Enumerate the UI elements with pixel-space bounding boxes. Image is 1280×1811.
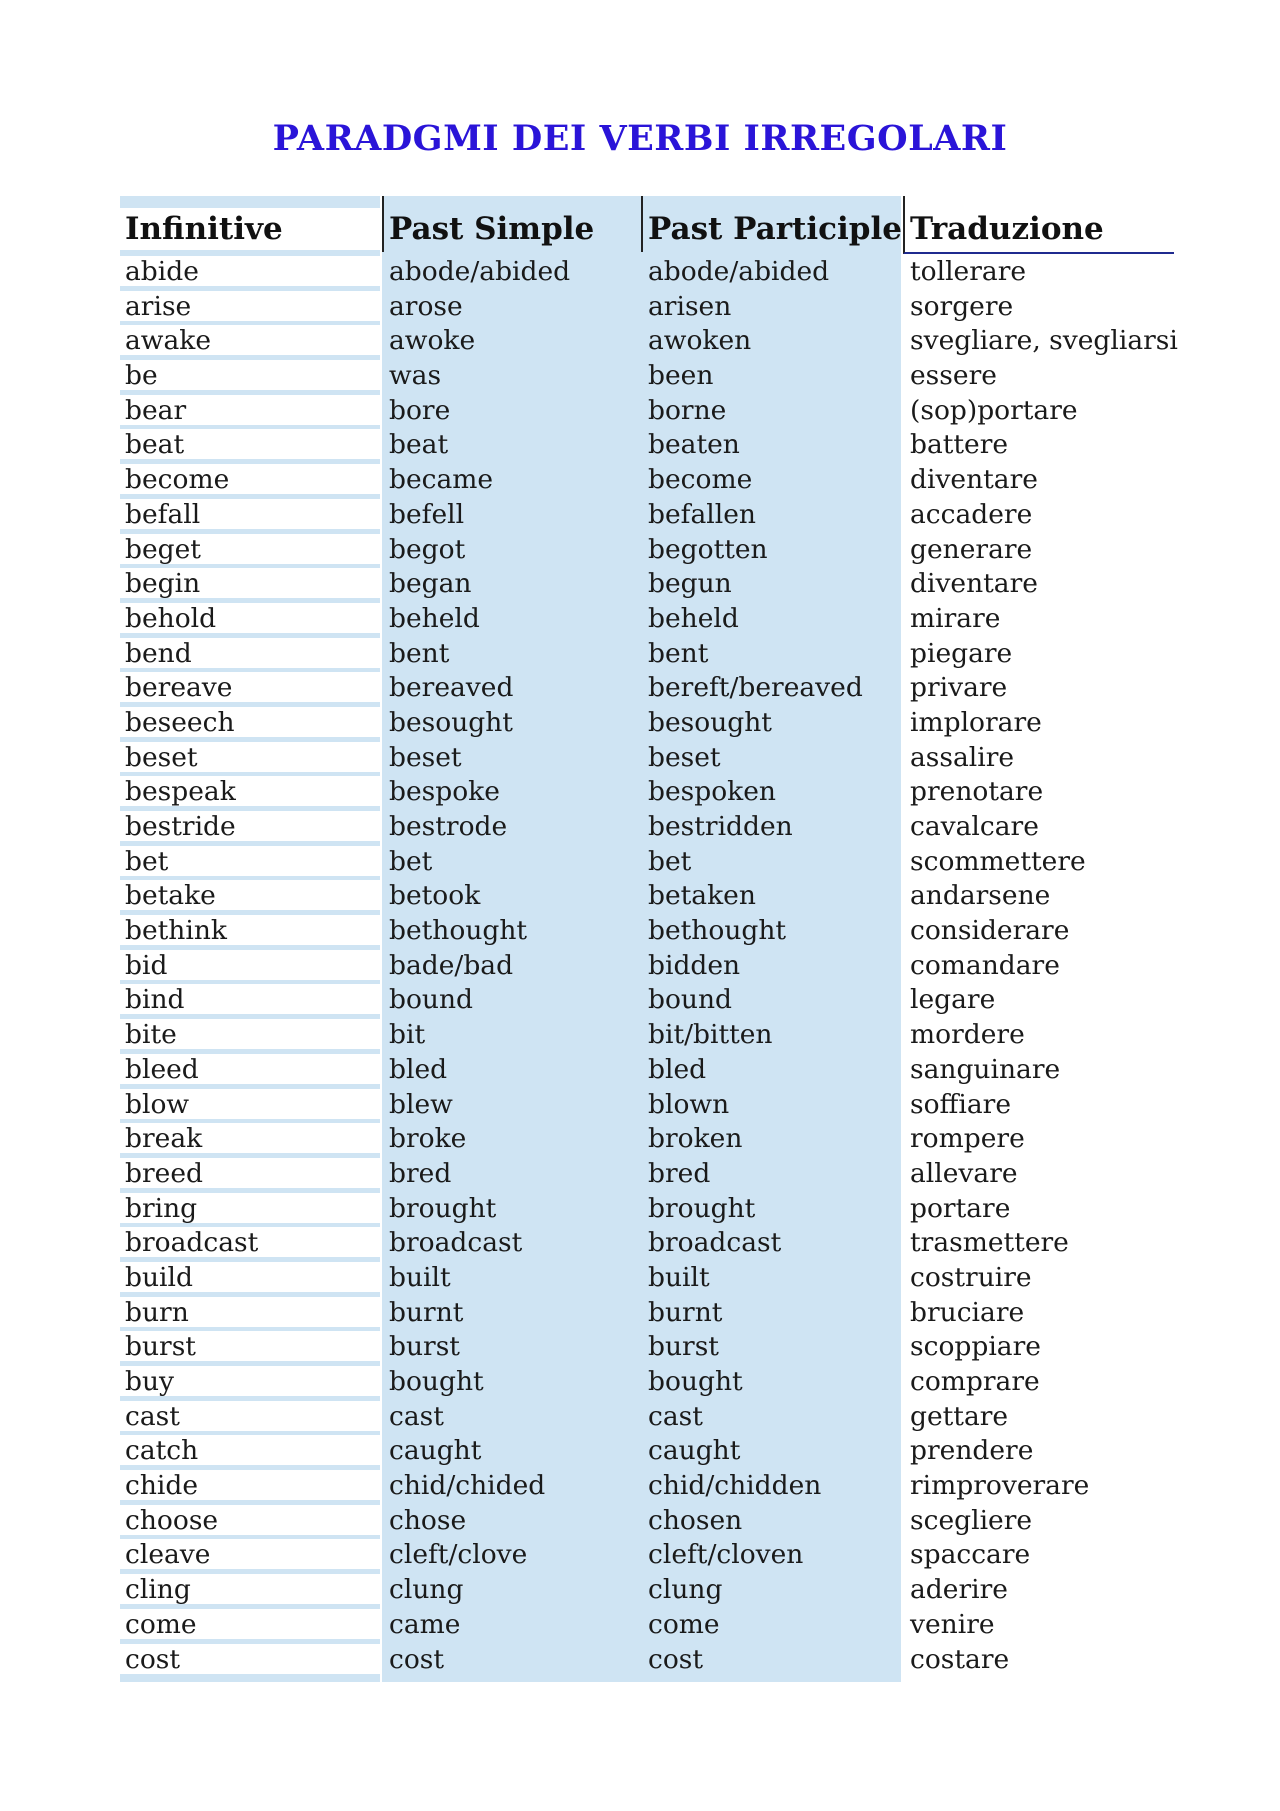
cell-past-simple: awoke — [389, 325, 476, 357]
cell-traduzione: comprare — [910, 1366, 1040, 1397]
cell-infinitive: come — [120, 1609, 380, 1639]
cell-traduzione: assalire — [910, 741, 1015, 773]
cell-infinitive: befall — [120, 499, 380, 529]
cell-infinitive: bereave — [120, 672, 380, 702]
cell-past-participle: built — [648, 1261, 710, 1293]
table-row — [120, 429, 1174, 464]
cell-past-participle: become — [648, 464, 753, 496]
table-row — [120, 1401, 1174, 1436]
table-row — [120, 499, 1174, 534]
cell-infinitive: awake — [120, 325, 380, 355]
cell-past-participle: bidden — [648, 949, 741, 981]
table-row — [120, 880, 1174, 915]
cell-infinitive: cleave — [120, 1539, 380, 1569]
cell-past-participle: arisen — [648, 290, 732, 322]
page-title: PARADGMI DEI VERBI IRREGOLARI — [272, 118, 1008, 159]
cell-past-simple: bought — [389, 1366, 484, 1397]
table-row — [120, 1366, 1174, 1401]
cell-traduzione: comandare — [910, 949, 1060, 981]
cell-past-simple: bespoke — [389, 776, 500, 808]
cell-past-participle: burst — [648, 1331, 719, 1363]
cell-traduzione: andarsene — [910, 880, 1051, 912]
cell-past-participle: bled — [648, 1053, 707, 1085]
cell-past-simple: cleft/clove — [389, 1539, 528, 1571]
cell-past-simple: brought — [389, 1192, 497, 1224]
cell-infinitive: bind — [120, 984, 380, 1014]
cell-past-simple: bred — [389, 1157, 452, 1189]
cell-traduzione: considerare — [910, 915, 1070, 947]
cell-infinitive: beseech — [120, 707, 380, 737]
cell-past-simple: built — [389, 1261, 451, 1293]
cell-past-participle: broken — [648, 1123, 743, 1155]
cell-past-simple: bet — [389, 845, 433, 877]
cell-traduzione: scegliere — [910, 1504, 1033, 1536]
cell-past-participle: bet — [648, 845, 692, 877]
cell-infinitive: abide — [120, 256, 380, 286]
table-row — [120, 360, 1174, 395]
cell-traduzione: svegliare, svegliarsi — [910, 325, 1178, 357]
table-row — [120, 638, 1174, 673]
cell-traduzione: rompere — [910, 1123, 1025, 1155]
cell-infinitive: cast — [120, 1401, 380, 1431]
cell-past-participle: chid/chidden — [648, 1470, 822, 1502]
cell-infinitive: broadcast — [120, 1227, 380, 1257]
cell-infinitive: behold — [120, 603, 380, 633]
cell-infinitive: bleed — [120, 1054, 380, 1084]
cell-past-simple: caught — [389, 1435, 482, 1467]
table-row — [120, 325, 1178, 360]
table-row — [120, 1644, 1174, 1679]
cell-traduzione: allevare — [910, 1157, 1018, 1189]
cell-past-simple: came — [389, 1608, 461, 1640]
cell-infinitive: beget — [120, 534, 380, 564]
table-header — [120, 196, 1174, 252]
cell-infinitive: beat — [120, 429, 380, 459]
cell-infinitive: build — [120, 1262, 380, 1292]
cell-past-participle: brought — [648, 1192, 756, 1224]
cell-traduzione: essere — [910, 360, 997, 392]
table-row — [120, 915, 1174, 950]
table-row — [120, 1505, 1174, 1540]
cell-past-participle: abode/abided — [648, 256, 830, 287]
header-traduzione: Traduzione — [903, 196, 1174, 254]
cell-past-participle: blown — [648, 1088, 730, 1120]
cell-infinitive: bite — [120, 1019, 380, 1049]
cell-infinitive: bid — [120, 950, 380, 980]
table-row — [120, 1158, 1174, 1193]
cell-past-participle: bought — [648, 1366, 743, 1397]
cell-traduzione: mordere — [910, 1019, 1025, 1051]
cell-past-simple: chose — [389, 1504, 467, 1536]
cell-traduzione: venire — [910, 1608, 995, 1640]
table-row — [120, 1227, 1174, 1262]
cell-traduzione: prendere — [910, 1435, 1034, 1467]
table-row — [120, 1019, 1174, 1054]
cell-infinitive: bespeak — [120, 776, 380, 806]
cell-infinitive: bring — [120, 1193, 380, 1223]
cell-past-participle: bespoken — [648, 776, 776, 808]
cell-past-participle: cost — [648, 1643, 704, 1675]
table-row — [120, 846, 1174, 881]
cell-past-participle: bit/bitten — [648, 1019, 773, 1051]
cell-traduzione: accadere — [910, 498, 1033, 530]
cell-traduzione: privare — [910, 672, 1008, 704]
cell-past-simple: bound — [389, 984, 474, 1016]
cell-past-participle: broadcast — [648, 1227, 782, 1259]
table-row — [120, 1262, 1174, 1297]
cell-past-simple: bit — [389, 1019, 426, 1051]
cell-traduzione: rimproverare — [910, 1470, 1090, 1502]
table-row — [120, 707, 1174, 742]
cell-past-simple: bethought — [389, 915, 528, 947]
cell-past-simple: bestrode — [389, 811, 508, 842]
cell-past-participle: begotten — [648, 533, 768, 565]
cell-past-participle: been — [648, 360, 714, 392]
cell-past-simple: began — [389, 568, 472, 600]
cell-traduzione: piegare — [910, 637, 1013, 669]
cell-past-simple: became — [389, 464, 494, 496]
cell-traduzione: spaccare — [910, 1539, 1031, 1571]
cell-infinitive: chide — [120, 1470, 380, 1500]
table-row — [120, 742, 1174, 777]
cell-traduzione: sorgere — [910, 290, 1014, 322]
cell-past-simple: beat — [389, 429, 449, 461]
cell-past-participle: bereft/bereaved — [648, 672, 863, 704]
cell-traduzione: aderire — [910, 1574, 1008, 1606]
cell-infinitive: blow — [120, 1089, 380, 1119]
cell-infinitive: cling — [120, 1574, 380, 1604]
cell-infinitive: arise — [120, 291, 380, 321]
cell-past-participle: borne — [648, 394, 727, 426]
cell-traduzione: generare — [910, 533, 1033, 565]
cell-past-participle: bred — [648, 1157, 711, 1189]
cell-infinitive: breed — [120, 1158, 380, 1188]
cell-past-participle: chosen — [648, 1504, 743, 1536]
table-row — [120, 1609, 1174, 1644]
cell-traduzione: sanguinare — [910, 1053, 1061, 1085]
cell-traduzione: scommettere — [910, 845, 1086, 877]
cell-traduzione: soffiare — [910, 1088, 1012, 1120]
table-row — [120, 603, 1174, 638]
cell-traduzione: diventare — [910, 464, 1038, 496]
cell-past-simple: besought — [389, 706, 513, 738]
table-row — [120, 811, 1174, 846]
table-row — [120, 1574, 1174, 1609]
cell-past-simple: burst — [389, 1331, 460, 1363]
cell-infinitive: bend — [120, 638, 380, 668]
table-row — [120, 776, 1174, 811]
cell-past-participle: cast — [648, 1400, 703, 1432]
table-row — [120, 1470, 1174, 1505]
cell-past-simple: chid/chided — [389, 1470, 546, 1502]
table-row — [120, 672, 1174, 707]
table-row — [120, 950, 1174, 985]
cell-traduzione: mirare — [910, 602, 1001, 634]
cell-past-simple: blew — [389, 1088, 453, 1120]
table-row — [120, 984, 1174, 1019]
cell-past-simple: bent — [389, 637, 450, 669]
cell-past-participle: bestridden — [648, 811, 793, 842]
table-row — [120, 1089, 1174, 1124]
table-row — [120, 568, 1174, 603]
table-row — [120, 1331, 1174, 1366]
cell-infinitive: become — [120, 464, 380, 494]
table-row — [120, 291, 1174, 326]
cell-traduzione: trasmettere — [910, 1227, 1069, 1259]
cell-past-participle: awoken — [648, 325, 752, 357]
cell-past-participle: bent — [648, 637, 709, 669]
cell-past-participle: beset — [648, 741, 721, 773]
cell-past-participle: bound — [648, 984, 733, 1016]
cell-traduzione: bruciare — [910, 1296, 1025, 1328]
cell-traduzione: prenotare — [910, 776, 1044, 808]
cell-traduzione: costare — [910, 1643, 1010, 1675]
header-infinitive: Infinitive — [120, 208, 380, 250]
table-row — [120, 1193, 1174, 1228]
cell-infinitive: begin — [120, 568, 380, 598]
table-row — [120, 1297, 1174, 1332]
cell-past-simple: cost — [389, 1643, 445, 1675]
cell-infinitive: choose — [120, 1505, 380, 1535]
cell-infinitive: cost — [120, 1644, 380, 1674]
cell-past-simple: betook — [389, 880, 481, 912]
cell-past-participle: beheld — [648, 602, 739, 634]
table-row — [120, 1539, 1174, 1574]
cell-infinitive: burn — [120, 1297, 380, 1327]
cell-traduzione: portare — [910, 1192, 1011, 1224]
cell-traduzione: implorare — [910, 706, 1042, 738]
cell-infinitive: bethink — [120, 915, 380, 945]
cell-past-participle: cleft/cloven — [648, 1539, 804, 1571]
header-past-participle: Past Participle — [641, 196, 901, 252]
cell-infinitive: catch — [120, 1435, 380, 1465]
table-row — [120, 464, 1174, 499]
cell-past-simple: burnt — [389, 1296, 464, 1328]
cell-infinitive: bear — [120, 395, 380, 425]
cell-infinitive: bestride — [120, 811, 380, 841]
cell-past-simple: bade/bad — [389, 949, 514, 981]
cell-past-simple: cast — [389, 1400, 444, 1432]
cell-infinitive: buy — [120, 1366, 380, 1396]
cell-traduzione: tollerare — [910, 256, 1027, 287]
cell-infinitive: bet — [120, 846, 380, 876]
cell-infinitive: break — [120, 1123, 380, 1153]
cell-traduzione: (sop)portare — [910, 394, 1078, 426]
cell-past-participle: caught — [648, 1435, 741, 1467]
table-row — [120, 256, 1174, 291]
cell-past-simple: befell — [389, 498, 465, 530]
table-row — [120, 1123, 1174, 1158]
table-row — [120, 1435, 1174, 1470]
cell-traduzione: cavalcare — [910, 811, 1039, 842]
table-row — [120, 534, 1174, 569]
table-row — [120, 1054, 1174, 1089]
cell-traduzione: gettare — [910, 1400, 1009, 1432]
header-past-simple: Past Simple — [382, 196, 639, 252]
cell-traduzione: costruire — [910, 1261, 1032, 1293]
table-body — [120, 256, 1178, 1678]
cell-past-participle: begun — [648, 568, 732, 600]
cell-past-participle: befallen — [648, 498, 756, 530]
cell-traduzione: scoppiare — [910, 1331, 1041, 1363]
cell-traduzione: battere — [910, 429, 1009, 461]
cell-past-simple: broke — [389, 1123, 467, 1155]
cell-past-participle: besought — [648, 706, 772, 738]
cell-past-participle: clung — [648, 1574, 723, 1606]
cell-traduzione: diventare — [910, 568, 1038, 600]
cell-past-simple: abode/abided — [389, 256, 571, 287]
cell-past-simple: was — [389, 360, 442, 392]
cell-infinitive: be — [120, 360, 380, 390]
cell-past-participle: betaken — [648, 880, 756, 912]
cell-past-participle: bethought — [648, 915, 787, 947]
cell-traduzione: legare — [910, 984, 996, 1016]
cell-past-participle: burnt — [648, 1296, 723, 1328]
cell-past-simple: bereaved — [389, 672, 514, 704]
cell-past-simple: beset — [389, 741, 462, 773]
cell-past-simple: beheld — [389, 602, 480, 634]
cell-past-participle: beaten — [648, 429, 740, 461]
cell-past-simple: bled — [389, 1053, 448, 1085]
cell-infinitive: burst — [120, 1331, 380, 1361]
cell-past-simple: broadcast — [389, 1227, 523, 1259]
cell-past-simple: clung — [389, 1574, 464, 1606]
table-row — [120, 395, 1174, 430]
cell-past-simple: begot — [389, 533, 466, 565]
cell-infinitive: beset — [120, 742, 380, 772]
cell-past-simple: arose — [389, 290, 463, 322]
cell-past-simple: bore — [389, 394, 451, 426]
cell-infinitive: betake — [120, 880, 380, 910]
cell-past-participle: come — [648, 1608, 720, 1640]
